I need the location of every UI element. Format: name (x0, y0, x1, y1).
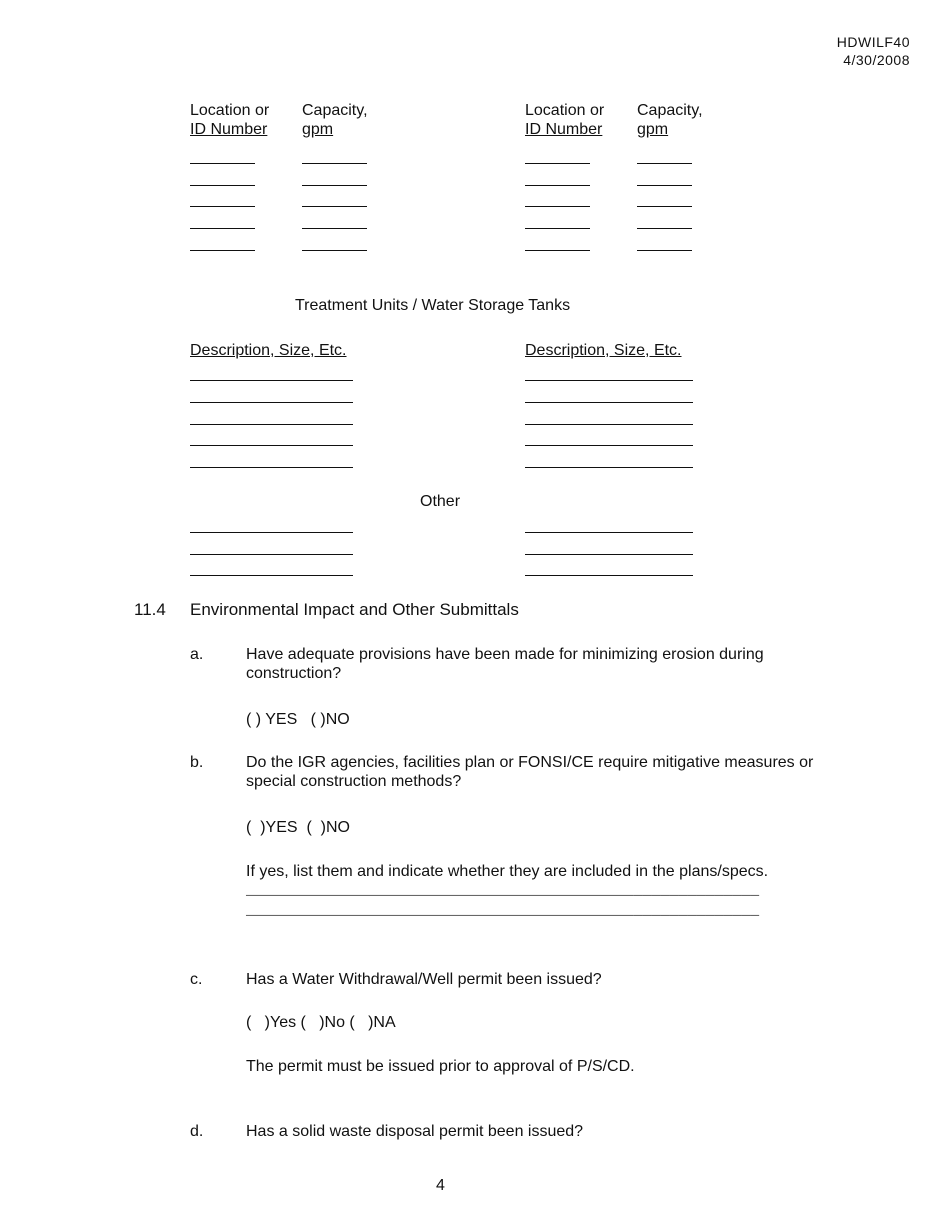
section-title: Environmental Impact and Other Submittals (190, 600, 519, 619)
item-b-followup: If yes, list them and indicate whether they are included in the plans/specs. (246, 863, 769, 880)
blank-line[interactable] (525, 424, 693, 425)
item-c-options[interactable]: ( )Yes ( )No ( )NA (246, 1014, 396, 1031)
item-a-question: Have adequate provisions have been made for minimizing erosion during construction? (246, 646, 764, 683)
item-b-question: Do the IGR agencies, facilities plan or FONSI/CE require mitigative measures or special construction methods? (246, 754, 814, 791)
blank-line[interactable] (637, 206, 692, 207)
blank-line[interactable] (525, 532, 693, 533)
item-d-question: Has a solid waste disposal permit been issued? (246, 1123, 584, 1140)
blank-line[interactable] (637, 250, 692, 251)
blank-line[interactable] (190, 554, 353, 555)
blank-line[interactable] (637, 185, 692, 186)
blank-line[interactable] (637, 163, 692, 164)
blank-line[interactable] (190, 250, 255, 251)
location-header-right: Location or ID Number (525, 102, 605, 139)
blank-line[interactable] (190, 185, 255, 186)
other-title: Other (420, 493, 461, 510)
blank-line[interactable] (190, 228, 255, 229)
item-c-letter: c. (190, 971, 203, 988)
treatment-title: Treatment Units / Water Storage Tanks (295, 297, 571, 314)
blank-line[interactable] (190, 575, 353, 576)
section-number: 11.4 (134, 600, 166, 619)
blank-line[interactable] (525, 445, 693, 446)
blank-line[interactable] (525, 163, 590, 164)
blank-line[interactable] (302, 163, 367, 164)
capacity-header-left: Capacity, gpm (302, 102, 368, 139)
blank-line[interactable] (302, 206, 367, 207)
blank-line[interactable] (525, 250, 590, 251)
page-number: 4 (436, 1177, 445, 1194)
blank-line[interactable] (190, 467, 353, 468)
description-header-right: Description, Size, Etc. (525, 342, 682, 359)
blank-line[interactable] (190, 445, 353, 446)
item-a-options[interactable]: ( ) YES ( )NO (246, 711, 350, 728)
blank-line[interactable] (302, 185, 367, 186)
item-b-letter: b. (190, 754, 204, 771)
item-b-answer-line-1[interactable]: _________________________________________________________ (246, 882, 760, 899)
item-c-question: Has a Water Withdrawal/Well permit been issued? (246, 971, 602, 988)
capacity-header-right: Capacity, gpm (637, 102, 703, 139)
blank-line[interactable] (190, 402, 353, 403)
location-header-left: Location or ID Number (190, 102, 270, 139)
item-a-letter: a. (190, 646, 204, 663)
blank-line[interactable] (190, 380, 353, 381)
blank-line[interactable] (302, 250, 367, 251)
blank-line[interactable] (190, 424, 353, 425)
blank-line[interactable] (190, 206, 255, 207)
blank-line[interactable] (525, 554, 693, 555)
blank-line[interactable] (637, 228, 692, 229)
description-header-left: Description, Size, Etc. (190, 342, 347, 359)
blank-line[interactable] (525, 185, 590, 186)
blank-line[interactable] (525, 402, 693, 403)
blank-line[interactable] (525, 380, 693, 381)
form-date: 4/30/2008 (843, 52, 910, 68)
blank-line[interactable] (525, 228, 590, 229)
blank-line[interactable] (525, 206, 590, 207)
form-id: HDWILF40 (836, 34, 910, 50)
blank-line[interactable] (525, 467, 693, 468)
item-b-options[interactable]: ( )YES ( )NO (246, 819, 350, 836)
blank-line[interactable] (190, 163, 255, 164)
item-c-note: The permit must be issued prior to approval of P/S/CD. (246, 1058, 635, 1075)
item-b-answer-line-2[interactable]: _________________________________________________________ (246, 902, 760, 919)
blank-line[interactable] (302, 228, 367, 229)
blank-line[interactable] (190, 532, 353, 533)
item-d-letter: d. (190, 1123, 204, 1140)
blank-line[interactable] (525, 575, 693, 576)
